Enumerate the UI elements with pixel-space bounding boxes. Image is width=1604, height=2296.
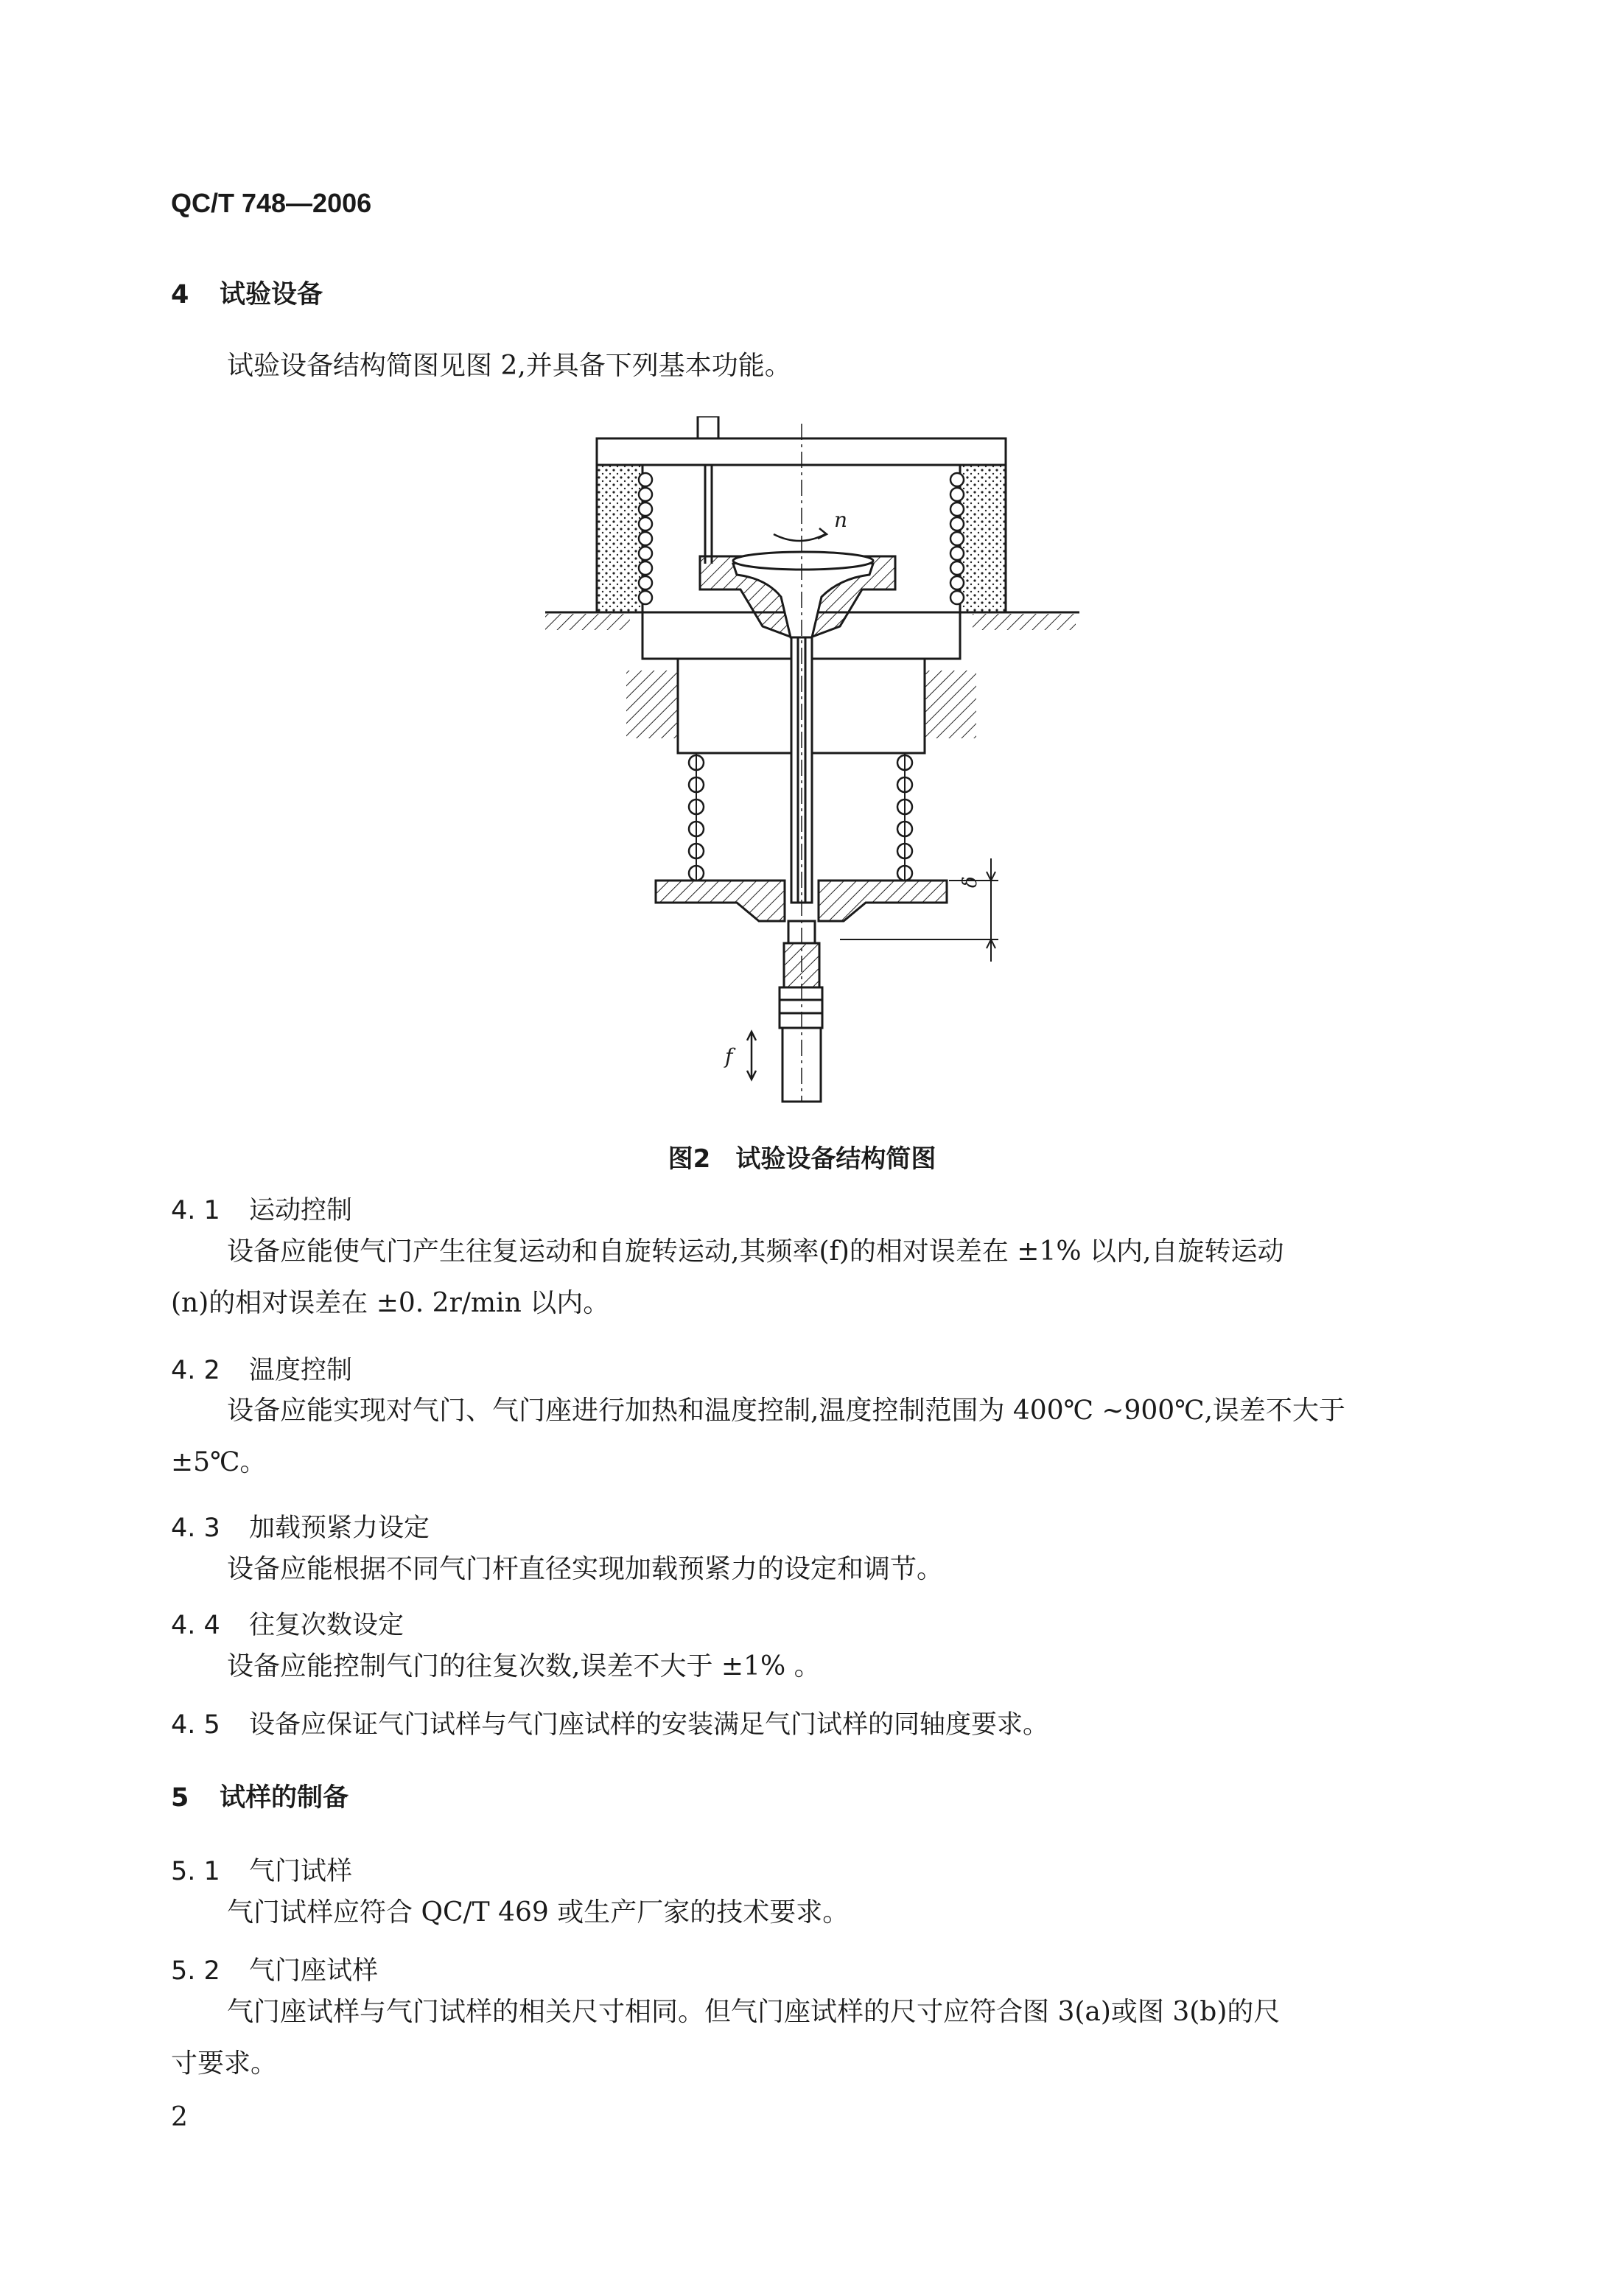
rotation-symbol: n bbox=[834, 508, 848, 532]
paragraph: 寸要求。 bbox=[171, 2048, 278, 2079]
paragraph: ±5℃。 bbox=[171, 1447, 267, 1477]
subsection-title: 温度控制 bbox=[249, 1356, 353, 1385]
section-number: 5 bbox=[171, 1783, 189, 1813]
paragraph: 气门试样应符合 QC/T 469 或生产厂家的技术要求。 bbox=[227, 1897, 850, 1928]
frequency-symbol: f bbox=[725, 1044, 733, 1068]
subsection-number: 4. 5 bbox=[171, 1710, 220, 1740]
paragraph: 气门座试样与气门试样的相关尺寸相同。但气门座试样的尺寸应符合图 3(a)或图 3(b)的尺 bbox=[227, 1997, 1281, 2027]
paragraph: 设备应能控制气门的往复次数,误差不大于 ±1% 。 bbox=[227, 1651, 821, 1681]
subsection-number: 4. 2 bbox=[171, 1356, 220, 1385]
subsection-4-5-heading bbox=[171, 1704, 1048, 1741]
paragraph: 设备应能实现对气门、气门座进行加热和温度控制,温度控制范围为 400℃ ~900℃,误差不大于 bbox=[227, 1396, 1345, 1426]
subsection-4-3-heading bbox=[171, 1508, 430, 1544]
paragraph: 设备应能根据不同气门杆直径实现加载预紧力的设定和调节。 bbox=[227, 1554, 944, 1584]
subsection-title: 气门试样 bbox=[249, 1857, 353, 1886]
paragraph: (n)的相对误差在 ±0. 2r/min 以内。 bbox=[171, 1288, 610, 1318]
section-4-heading bbox=[171, 274, 323, 311]
section-5-heading bbox=[171, 1777, 349, 1814]
section-title: 试验设备 bbox=[220, 280, 323, 309]
section-title: 试样的制备 bbox=[220, 1783, 349, 1813]
subsection-number: 5. 1 bbox=[171, 1857, 220, 1886]
section-4-intro: 试验设备结构简图见图 2,并具备下列基本功能。 bbox=[227, 351, 791, 381]
subsection-title: 运动控制 bbox=[249, 1196, 353, 1225]
test-equipment-diagram bbox=[545, 416, 1105, 1105]
subsection-title: 设备应保证气门试样与气门座试样的安装满足气门试样的同轴度要求。 bbox=[249, 1710, 1049, 1740]
subsection-5-2-heading bbox=[171, 1950, 378, 1987]
subsection-number: 4. 3 bbox=[171, 1513, 220, 1543]
paragraph: 设备应能使气门产生往复运动和自旋转运动,其频率(f)的相对误差在 ±1% 以内,自旋转运动 bbox=[227, 1236, 1284, 1267]
subsection-number: 4. 4 bbox=[171, 1611, 220, 1640]
subsection-title: 加载预紧力设定 bbox=[249, 1513, 430, 1543]
section-number: 4 bbox=[171, 280, 189, 309]
subsection-number: 5. 2 bbox=[171, 1956, 220, 1986]
subsection-title: 气门座试样 bbox=[249, 1956, 379, 1986]
subsection-4-1-heading bbox=[171, 1190, 352, 1227]
subsection-title: 往复次数设定 bbox=[249, 1611, 404, 1640]
delta-symbol: δ bbox=[959, 876, 981, 888]
subsection-4-2-heading bbox=[171, 1350, 352, 1387]
page-number: 2 bbox=[171, 2102, 188, 2132]
subsection-5-1-heading bbox=[171, 1851, 352, 1888]
subsection-number: 4. 1 bbox=[171, 1196, 220, 1225]
figure-caption: 图2 试验设备结构简图 bbox=[668, 1144, 936, 1174]
standard-code: QC/T 748—2006 bbox=[171, 188, 372, 218]
subsection-4-4-heading bbox=[171, 1605, 404, 1642]
